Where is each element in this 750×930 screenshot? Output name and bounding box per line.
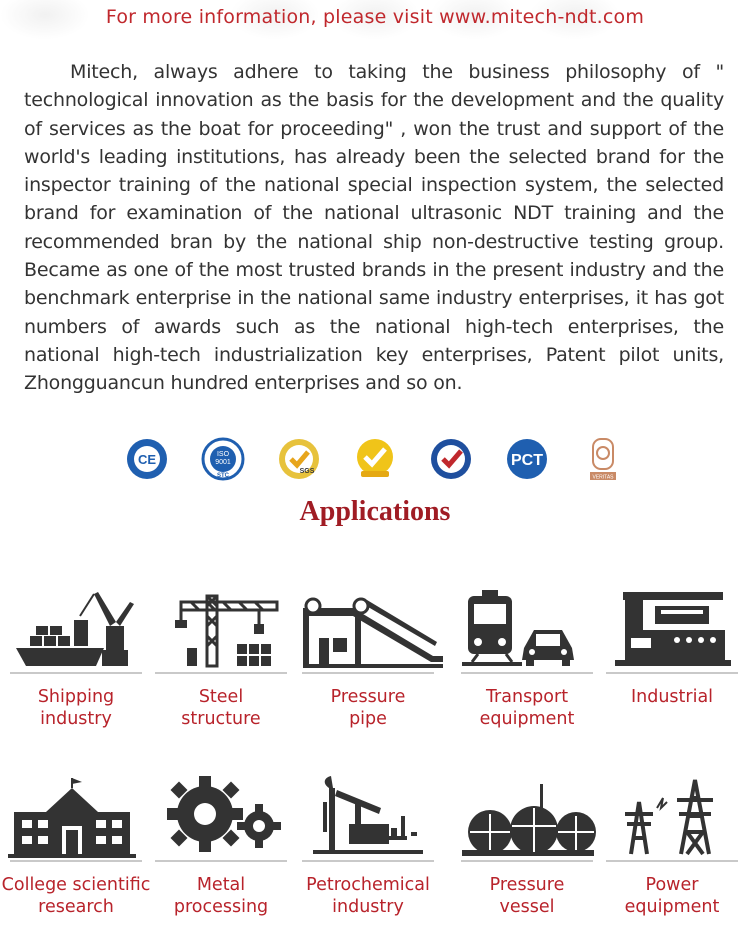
bureau-veritas-badge-icon <box>581 437 625 481</box>
app-item-vessel <box>452 774 602 918</box>
top-banner <box>0 0 750 44</box>
pct-badge-icon <box>505 437 549 481</box>
app-item-power <box>597 774 747 918</box>
bureau-text: VERITAS <box>592 474 614 481</box>
app-label-college: College scientific research <box>1 875 151 917</box>
ce-badge-icon <box>125 437 169 481</box>
app-item-shipping <box>1 586 151 730</box>
iso-text: ISO <box>216 451 230 458</box>
gears-icon <box>151 774 291 860</box>
power-tower-icon <box>597 774 747 860</box>
spherical-tank-icon <box>452 774 602 860</box>
app-label-shipping: Shipping industry <box>37 687 115 729</box>
app-item-industrial <box>597 586 747 708</box>
applications-heading: Applications <box>299 496 451 527</box>
app-item-pipe <box>293 586 443 730</box>
app-label-pipe: Pressure pipe <box>330 687 406 729</box>
app-label-metal: Metal processing <box>173 875 269 917</box>
app-item-college <box>1 774 151 918</box>
sgs-text: SGS <box>299 468 315 475</box>
app-item-metal <box>146 774 296 918</box>
oil-pump-icon <box>293 774 443 860</box>
iso-badge-icon <box>201 437 245 481</box>
quality-badge-icon <box>429 437 473 481</box>
pipeline-icon <box>293 586 443 672</box>
app-label-petrochemical: Petrochemical industry <box>306 875 430 917</box>
app-label-industrial: Industrial <box>630 687 714 707</box>
ce-text: CE <box>137 452 157 467</box>
machine-icon <box>597 586 747 672</box>
intro-paragraph: Mitech, always adhere to taking the business philosophy of " technological innovation as the basis for the development and the quality of services as the boat for proceeding" , won the trust and support of the world's leading institutions, has already been the selected brand for the inspector training of the national special inspection system, the selected brand for examination of the national ultrasonic NDT training and the recommended bran by the national ship non-destructive testing group. Became as one of the most trusted brands in the present industry and the benchmark enterprise in the national same industry enterprises, it has got numbers of awards such as the national high-tech enterprises, the national high-tech industrialization key enterprises, Patent pilot units, Zhongguancun hundred enterprises and so on. <box>24 61 724 395</box>
app-label-steel: Steel structure <box>181 687 261 729</box>
pct-text: PCT <box>511 452 543 469</box>
iso-number-text: 9001 <box>215 459 231 466</box>
website-link-text[interactable]: For more information, please visit www.mitech-ndt.com <box>105 6 645 28</box>
certification-logos <box>0 437 750 481</box>
app-item-petrochemical <box>293 774 443 918</box>
app-item-steel <box>146 586 296 730</box>
sgs-badge-icon <box>277 437 321 481</box>
app-label-transport: Transport equipment <box>479 687 575 729</box>
college-building-icon <box>6 774 146 860</box>
ship-crane-icon <box>6 586 146 672</box>
app-item-transport <box>452 586 602 730</box>
app-label-vessel: Pressure vessel <box>489 875 565 917</box>
stc-text: STC <box>217 473 229 479</box>
train-car-icon <box>452 586 602 672</box>
tower-crane-icon <box>151 586 291 672</box>
app-label-power: Power equipment <box>624 875 720 917</box>
gold-check-badge-icon <box>353 437 397 481</box>
